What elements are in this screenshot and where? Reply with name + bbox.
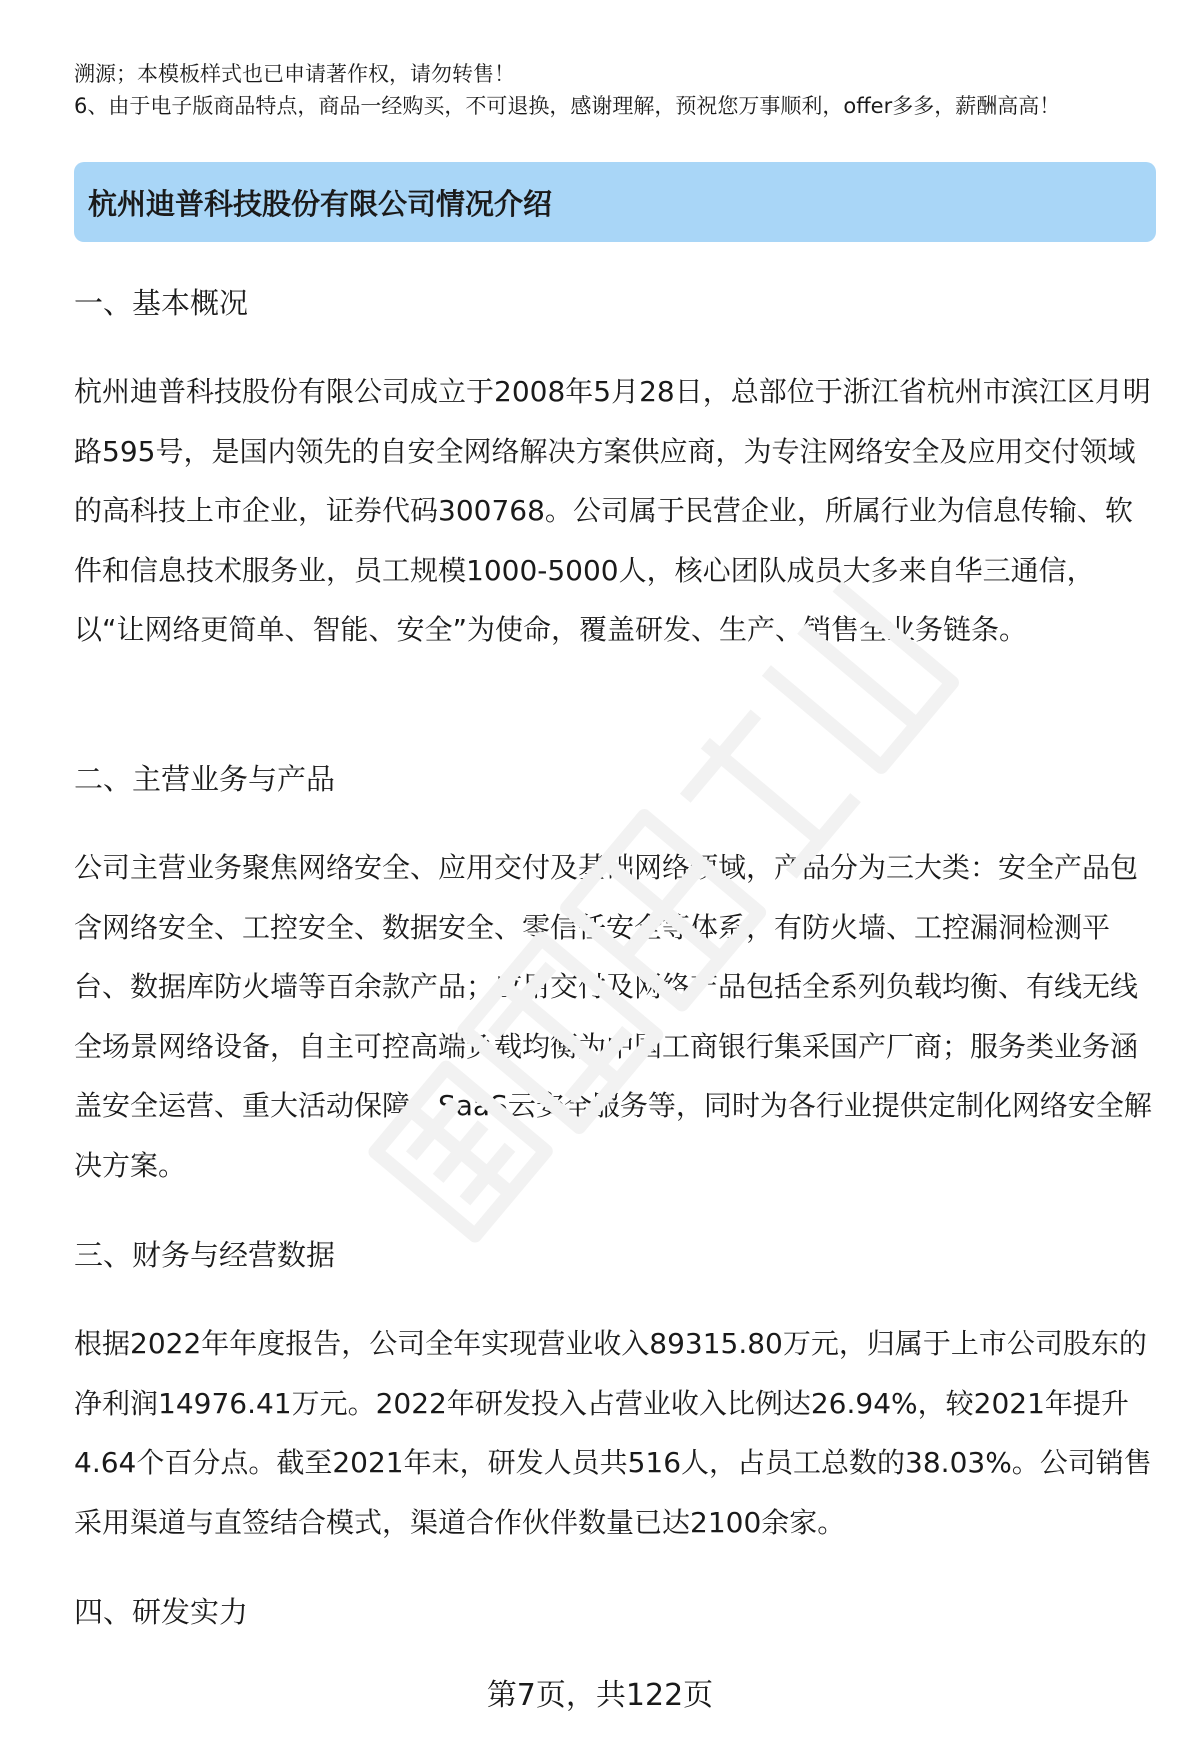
page-title: 杭州迪普科技股份有限公司情况介绍 bbox=[88, 186, 553, 221]
section-paragraph-overview: 杭州迪普科技股份有限公司成立于2008年5月28日，总部位于浙江省杭州市滨江区月明路595号，是国内领先的自安全网络解决方案供应商，为专注网络安全及应用交付领域的高科技上市企业，证券代码300768。公司属于民营企业，所属行业为信息传输、软件和信息技术服务业，员工规模1000-5000人，核心团队成员大多来自华三通信，以“让网络更简单、智能、安全”为使命，覆盖研发、生产、销售全业务链条。 bbox=[74, 375, 1151, 646]
page-number: 第7页，共122页 bbox=[486, 1678, 714, 1713]
section-heading-business: 二、主营业务与产品 bbox=[74, 762, 336, 796]
note-line: 溯源；本模板样式也已申请著作权，请勿转售！ bbox=[74, 62, 515, 86]
section-heading-rnd: 四、研发实力 bbox=[74, 1595, 249, 1629]
top-notes bbox=[74, 58, 1144, 122]
note-line: 6、由于电子版商品特点，商品一经购买，不可退换，感谢理解，预祝您万事顺利，offer多多，薪酬高高！ bbox=[74, 94, 1061, 118]
title-banner bbox=[74, 162, 1156, 242]
section-heading-overview: 一、基本概况 bbox=[74, 286, 249, 320]
section-paragraph-finance: 根据2022年年度报告，公司全年实现营业收入89315.80万元，归属于上市公司股东的净利润14976.41万元。2022年研发投入占营业收入比例达26.94%，较2021年提升4.64个百分点。截至2021年末，研发人员共516人，占员工总数的38.03%。公司销售采用渠道与直签结合模式，渠道合作伙伴数量已达2100余家。 bbox=[74, 1327, 1152, 1539]
section-paragraph-business: 公司主营业务聚焦网络安全、应用交付及基础网络领域，产品分为三大类：安全产品包含网络安全、工控安全、数据安全、零信任安全等体系，有防火墙、工控漏洞检测平台、数据库防火墙等百余款产品；应用交付及网络产品包括全系列负载均衡、有线无线全场景网络设备，自主可控高端负载均衡为中国工商银行集采国产厂商；服务类业务涵盖安全运营、重大活动保障、SaaS云安全服务等，同时为各行业提供定制化网络安全解决方案。 bbox=[74, 851, 1152, 1182]
section-heading-finance: 三、财务与经营数据 bbox=[74, 1238, 336, 1272]
